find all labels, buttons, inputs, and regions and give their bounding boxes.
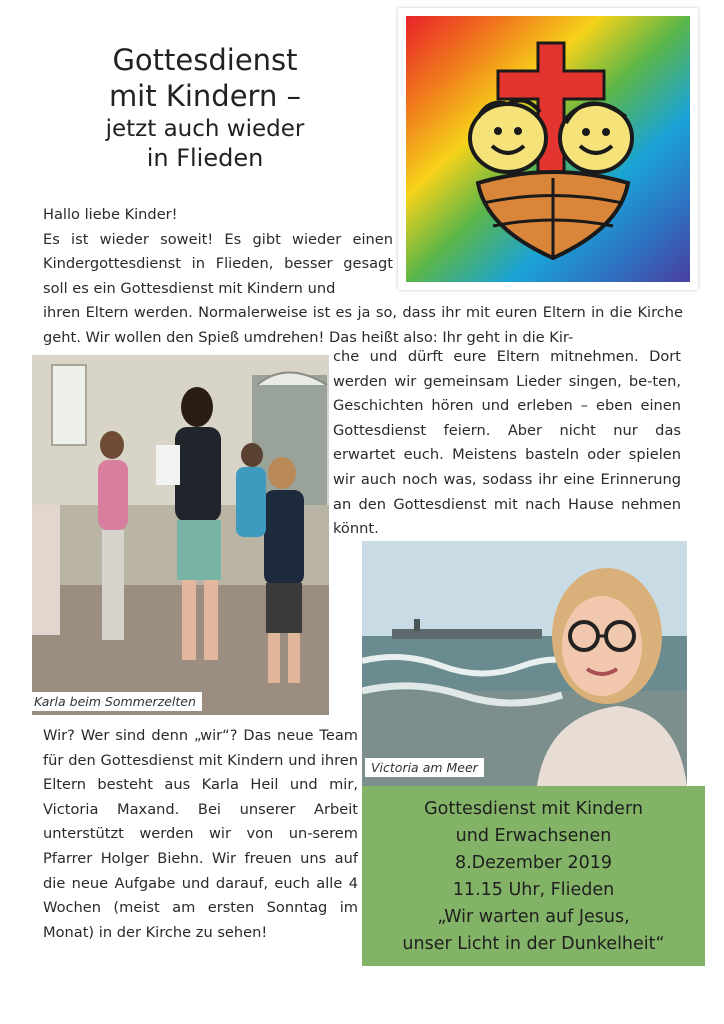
photo2-caption: Victoria am Meer	[365, 758, 484, 777]
intro-full-paragraph: ihren Eltern werden. Normalerweise ist es ja so, dass ihr mit euren Eltern in die Kirche geht. Wir wollen den Spieß umdrehen! Das heißt also: Ihr geht in die Kir-	[43, 304, 683, 346]
page-title	[70, 42, 340, 173]
intro-narrow-paragraph: Es ist wieder soweit! Es gibt wieder einen Kindergottesdienst in Flieden, besser gesagt soll es ein Gottesdienst mit Kindern und	[43, 230, 393, 297]
title-line-4: in Flieden	[146, 144, 264, 173]
event-line-2: und Erwachsenen	[455, 826, 612, 846]
event-line-1: Gottesdienst mit Kindern	[424, 799, 643, 819]
right-face-icon	[560, 103, 632, 172]
team-text	[43, 724, 358, 945]
event-time-place: 11.15 Uhr, Flieden	[452, 880, 615, 900]
greeting: Hallo liebe Kinder!	[43, 206, 178, 223]
event-motto-2: unser Licht in der Dunkelheit“	[402, 934, 665, 954]
right-column-paragraph: che und dürft eure Eltern mitnehmen. Dort werden wir gemeinsam Lieder singen, be-ten, Geschichten hören und erleben – eben einen Gottesdienst feiern. Aber nicht nur das erwartet euch. Meistens basteln oder spielen wir auch noch was, sodass ihr eine Erinnerung an den Gottesdienst mit nach Hause nehmen könnt.	[333, 348, 681, 538]
title-line-2: mit Kindern –	[108, 79, 302, 114]
photo-victoria-meer	[362, 541, 687, 786]
team-paragraph: Wir? Wer sind denn „wir“? Das neue Team für den Gottesdienst mit Kindern und ihren Eltern besteht aus Karla Heil und mir, Victoria Maxand. Bei unserer Arbeit unterstützt werden wir von un-serem Pfarrer Holger Biehn. Wir freuen uns auf die neue Aufgabe und darauf, euch alle 4 Wochen (meist am ersten Sonntag im Monat) in der Kirche zu sehen!	[43, 727, 358, 941]
photo-woman-sea	[362, 541, 687, 786]
event-motto-1: „Wir warten auf Jesus,	[437, 907, 630, 927]
left-face-icon	[470, 100, 546, 172]
right-column-text	[333, 345, 681, 542]
photo1-caption: Karla beim Sommerzelten	[28, 692, 202, 711]
photo-children-group	[32, 355, 329, 715]
photo-karla-sommerzelten	[32, 355, 329, 715]
event-info-box	[362, 786, 705, 966]
title-line-3: jetzt auch wieder	[105, 115, 305, 142]
intro-text	[43, 203, 683, 351]
event-date: 8.Dezember 2019	[454, 853, 613, 873]
title-line-1: Gottesdienst	[112, 43, 298, 77]
